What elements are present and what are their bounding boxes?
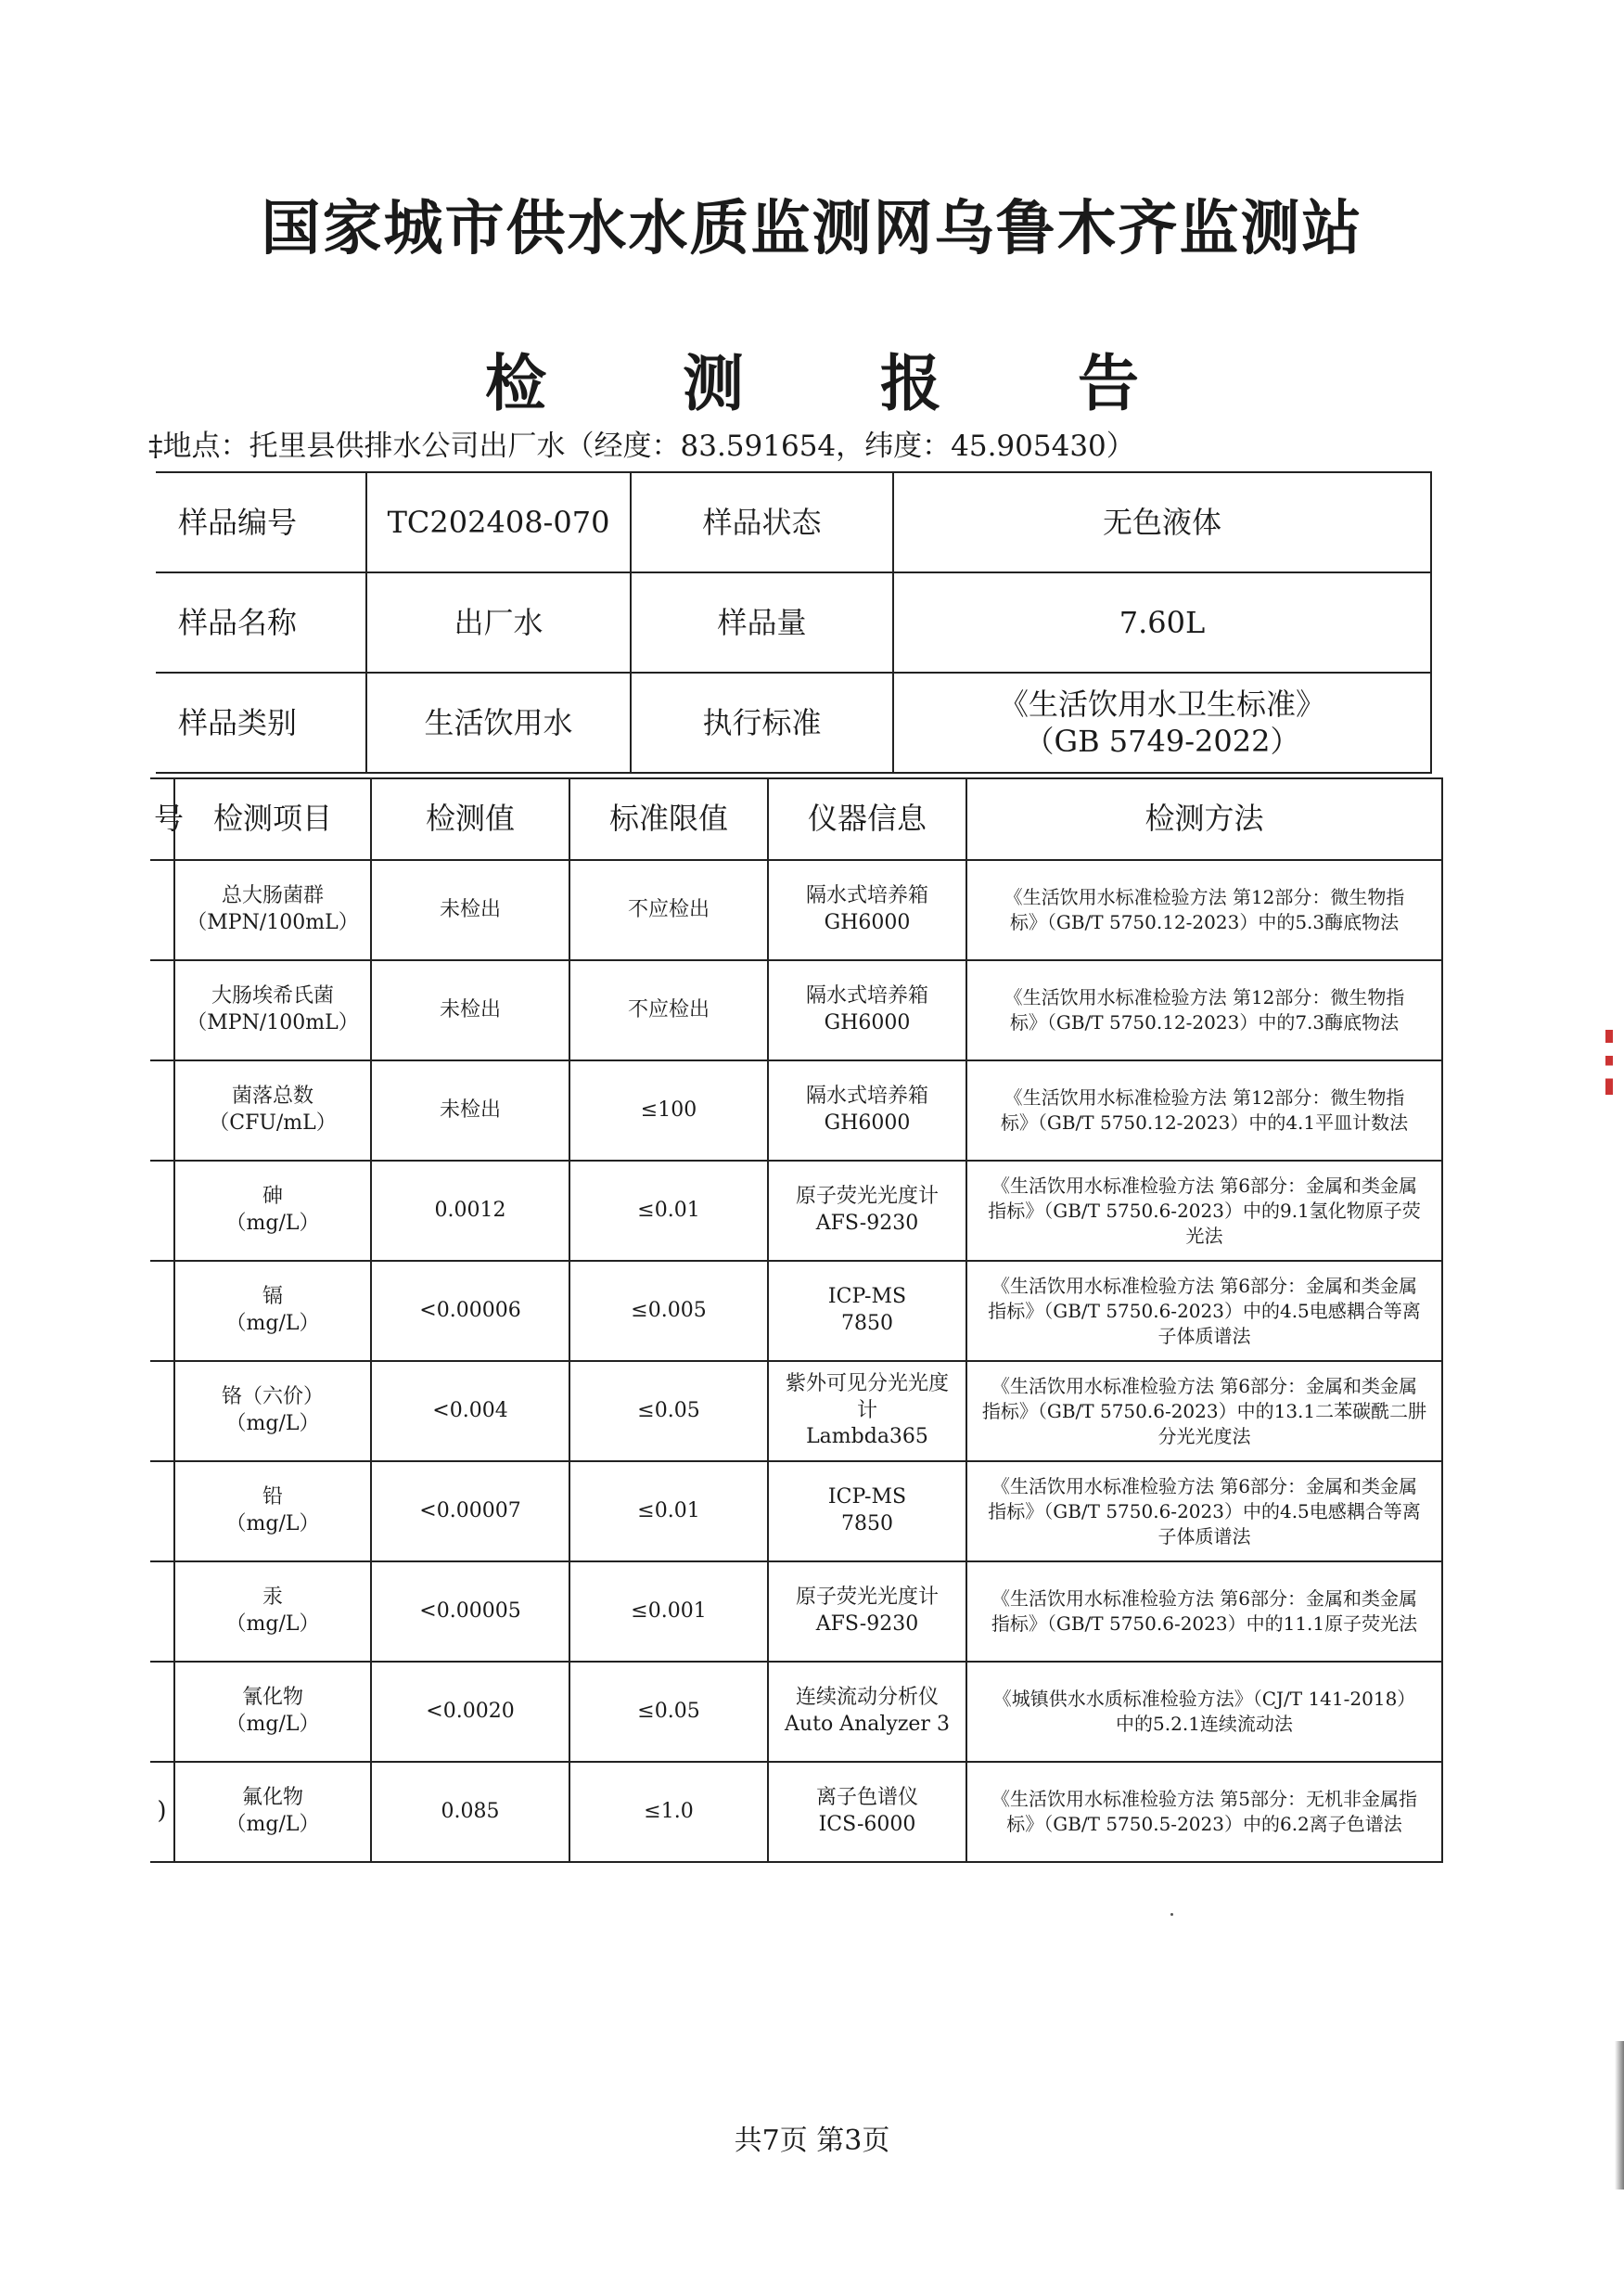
test-method — [966, 1060, 1442, 1161]
table-header-row — [150, 778, 1442, 860]
test-value — [371, 960, 569, 1060]
test-method-line-1: 《生活饮用水标准检验方法 第6部分：金属和类金属 — [991, 1587, 1418, 1610]
test-item-line-2: （MPN/100mL） — [186, 911, 359, 934]
standard-limit — [569, 1161, 768, 1261]
test-value — [371, 1060, 569, 1161]
instrument-info-line-2: GH6000 — [824, 1111, 911, 1135]
test-item-line-2: （mg/L） — [225, 1412, 320, 1435]
row-index — [150, 1461, 174, 1561]
test-method — [966, 1461, 1442, 1561]
standard-line-1: 《生活饮用水卫生标准》 — [998, 687, 1325, 722]
standard-limit — [569, 1261, 768, 1361]
test-value — [371, 1461, 569, 1561]
test-item — [174, 1662, 371, 1762]
organization-title: 国家城市供水水质监测网乌鲁木齐监测站 — [261, 195, 1363, 263]
row-index — [150, 1762, 174, 1862]
sample-info-row — [156, 673, 1431, 773]
test-value-line-1: <0.0020 — [426, 1699, 515, 1723]
test-item-line-1: 氟化物 — [241, 1786, 303, 1810]
instrument-info-line-2: Auto Analyzer 3 — [785, 1713, 950, 1736]
test-item-line-2: （mg/L） — [225, 1312, 320, 1335]
sample-quantity-value: 7.60L — [893, 572, 1431, 673]
test-value — [371, 1662, 569, 1762]
test-item-line-1: 菌落总数 — [231, 1085, 313, 1109]
instrument-info-line-2: GH6000 — [824, 1011, 911, 1034]
standard-limit-line-1: ≤100 — [640, 1098, 697, 1122]
standard-limit-line-1: ≤1.0 — [644, 1799, 694, 1823]
instrument-info-line-1: ICP-MS — [827, 1285, 907, 1309]
instrument-info — [768, 1361, 966, 1461]
instrument-info — [768, 1762, 966, 1862]
instrument-info-line-2: 7850 — [841, 1312, 893, 1335]
standard-limit-line-1: 不应检出 — [627, 897, 710, 921]
test-method-line-1: 《生活饮用水标准检验方法 第6部分：金属和类金属 — [991, 1374, 1418, 1397]
sample-quantity-label: 样品量 — [631, 572, 893, 673]
instrument-info-line-2: GH6000 — [824, 911, 911, 934]
test-method-line-1: 《城镇供水水质标准检验方法》（CJ/T 141-2018） — [992, 1688, 1416, 1710]
test-item-line-1: 铬（六价） — [221, 1385, 324, 1409]
test-value — [371, 860, 569, 960]
test-value-line-1: 0.0012 — [434, 1198, 506, 1222]
standard-limit-line-1: 不应检出 — [627, 997, 710, 1021]
instrument-info-line-3: Lambda365 — [806, 1425, 928, 1449]
instrument-info-line-2: 7850 — [841, 1512, 893, 1535]
row-index — [150, 1662, 174, 1762]
test-method-line-3: 分光光度法 — [1157, 1424, 1251, 1447]
test-item-line-1: 总大肠菌群 — [221, 884, 324, 908]
sample-info-row — [156, 472, 1431, 572]
sample-name-value: 出厂水 — [366, 572, 631, 673]
test-method — [966, 1762, 1442, 1862]
speck — [1170, 1913, 1173, 1916]
standard-label: 执行标准 — [631, 673, 893, 773]
sample-category-value: 生活饮用水 — [366, 673, 631, 773]
test-value-line-1: 未检出 — [439, 997, 501, 1021]
header-method: 检测方法 — [966, 778, 1442, 860]
table-row — [150, 1261, 1442, 1361]
instrument-info-line-2: 计 — [856, 1398, 877, 1422]
test-method-line-2: 中的5.2.1连续流动法 — [1116, 1713, 1293, 1735]
test-results-table — [150, 777, 1443, 1863]
header-index: 号 — [150, 778, 174, 860]
test-method-line-2: 标》（GB/T 5750.12-2023）中的5.3酶底物法 — [1009, 911, 1400, 933]
test-method-line-1: 《生活饮用水标准检验方法 第6部分：金属和类金属 — [991, 1474, 1418, 1497]
row-index — [150, 1060, 174, 1161]
instrument-info-line-1: 原子荧光光度计 — [795, 1185, 939, 1209]
instrument-info-line-2: ICS-6000 — [818, 1813, 916, 1836]
standard-limit — [569, 1762, 768, 1862]
instrument-info-line-1: 离子色谱仪 — [815, 1786, 918, 1810]
table-row — [150, 1161, 1442, 1261]
sample-no-label: 样品编号 — [156, 472, 366, 572]
test-value-line-1: <0.00007 — [419, 1498, 521, 1522]
row-index — [150, 1261, 174, 1361]
test-item-line-2: （mg/L） — [225, 1612, 320, 1636]
test-method-line-1: 《生活饮用水标准检验方法 第6部分：金属和类金属 — [991, 1174, 1418, 1197]
table-row — [150, 1461, 1442, 1561]
instrument-info — [768, 860, 966, 960]
seal-edge-mark — [1605, 1030, 1613, 1095]
test-method-line-1: 《生活饮用水标准检验方法 第12部分：微生物指 — [1004, 986, 1405, 1008]
instrument-info-line-1: 隔水式培养箱 — [805, 884, 928, 908]
test-item — [174, 1762, 371, 1862]
row-index — [150, 960, 174, 1060]
header-limit: 标准限值 — [569, 778, 768, 860]
test-item-line-1: 氰化物 — [241, 1686, 303, 1710]
header-value: 检测值 — [371, 778, 569, 860]
header-instrument: 仪器信息 — [768, 778, 966, 860]
standard-limit — [569, 1461, 768, 1561]
test-method-line-2: 标》（GB/T 5750.5-2023）中的6.2离子色谱法 — [1006, 1813, 1402, 1835]
test-item-line-1: 铅 — [262, 1485, 283, 1509]
instrument-info-line-2: AFS-9230 — [815, 1612, 919, 1636]
standard-limit-line-1: ≤0.001 — [631, 1599, 707, 1623]
table-row — [150, 1662, 1442, 1762]
test-item-line-1: 大肠埃希氏菌 — [211, 984, 334, 1008]
sample-name-label: 样品名称 — [156, 572, 366, 673]
test-item — [174, 960, 371, 1060]
standard-limit — [569, 1561, 768, 1662]
instrument-info-line-1: 隔水式培养箱 — [805, 984, 928, 1008]
sample-category-label: 样品类别 — [156, 673, 366, 773]
table-row — [150, 1762, 1442, 1862]
test-value-line-1: <0.00005 — [419, 1599, 521, 1623]
instrument-info-line-1: 原子荧光光度计 — [795, 1586, 939, 1610]
test-item — [174, 860, 371, 960]
test-method — [966, 1561, 1442, 1662]
report-title: 检 测 报 告 — [485, 348, 1196, 419]
test-method-line-3: 子体质谱法 — [1157, 1324, 1251, 1347]
test-item-line-1: 砷 — [262, 1185, 283, 1209]
standard-limit-line-1: ≤0.05 — [637, 1398, 700, 1422]
standard-line-2: （GB 5749-2022） — [1024, 724, 1300, 759]
instrument-info — [768, 1461, 966, 1561]
test-method — [966, 960, 1442, 1060]
page-edge-shadow — [1615, 2041, 1624, 2190]
sample-no-value: TC202408-070 — [366, 472, 631, 572]
test-value-line-1: 0.085 — [441, 1799, 500, 1823]
test-method-line-1: 《生活饮用水标准检验方法 第6部分：金属和类金属 — [991, 1274, 1418, 1297]
test-item-line-1: 汞 — [262, 1586, 283, 1610]
instrument-info — [768, 1060, 966, 1161]
instrument-info-line-1: 隔水式培养箱 — [805, 1085, 928, 1109]
test-method — [966, 1361, 1442, 1461]
instrument-info — [768, 1161, 966, 1261]
test-method-line-1: 《生活饮用水标准检验方法 第12部分：微生物指 — [1004, 886, 1405, 908]
test-method-line-1: 《生活饮用水标准检验方法 第5部分：无机非金属指 — [991, 1788, 1418, 1810]
table-row — [150, 1361, 1442, 1461]
sample-state-value: 无色液体 — [893, 472, 1431, 572]
sampling-location: ‡地点：托里县供排水公司出厂水（经度：83.591654，纬度：45.905430） — [148, 430, 1135, 463]
test-item — [174, 1060, 371, 1161]
sample-state-label: 样品状态 — [631, 472, 893, 572]
row-index — [150, 1561, 174, 1662]
test-method — [966, 1161, 1442, 1261]
test-method-line-3: 光法 — [1185, 1224, 1223, 1247]
table-row — [150, 960, 1442, 1060]
test-method-line-2: 标》（GB/T 5750.12-2023）中的7.3酶底物法 — [1009, 1011, 1400, 1034]
row-index — [150, 1161, 174, 1261]
test-item-line-1: 镉 — [262, 1285, 283, 1309]
test-item — [174, 1261, 371, 1361]
test-value — [371, 1762, 569, 1862]
test-item — [174, 1361, 371, 1461]
sample-info-table — [156, 471, 1432, 774]
instrument-info — [768, 960, 966, 1060]
test-item-line-2: （MPN/100mL） — [186, 1011, 359, 1034]
test-item-line-2: （mg/L） — [225, 1512, 320, 1535]
test-method-line-2: 指标》（GB/T 5750.6-2023）中的11.1原子荧光法 — [991, 1612, 1418, 1635]
standard-value — [893, 673, 1431, 773]
test-method-line-2: 指标》（GB/T 5750.6-2023）中的9.1氢化物原子荧 — [988, 1199, 1421, 1222]
sample-info-row — [156, 572, 1431, 673]
test-method-line-2: 指标》（GB/T 5750.6-2023）中的4.5电感耦合等离 — [988, 1499, 1421, 1522]
test-item-line-2: （mg/L） — [225, 1813, 320, 1836]
test-method — [966, 1261, 1442, 1361]
standard-limit — [569, 1662, 768, 1762]
test-method-line-2: 指标》（GB/T 5750.6-2023）中的13.1二苯碳酰二肼 — [981, 1399, 1427, 1422]
test-method-line-2: 标》（GB/T 5750.12-2023）中的4.1平皿计数法 — [1000, 1111, 1409, 1134]
test-method — [966, 1662, 1442, 1762]
standard-limit-line-1: ≤0.01 — [637, 1198, 700, 1222]
test-method-line-3: 子体质谱法 — [1157, 1524, 1251, 1547]
standard-limit-line-1: ≤0.05 — [637, 1699, 700, 1723]
page-number: 共7页 第3页 — [734, 2125, 890, 2157]
table-row — [150, 860, 1442, 960]
instrument-info-line-1: ICP-MS — [827, 1485, 907, 1509]
row-index — [150, 860, 174, 960]
header-item: 检测项目 — [174, 778, 371, 860]
standard-limit — [569, 960, 768, 1060]
test-value-line-1: 未检出 — [439, 897, 501, 921]
table-row — [150, 1561, 1442, 1662]
test-item — [174, 1161, 371, 1261]
test-value-line-1: 未检出 — [439, 1098, 501, 1122]
instrument-info-line-1: 紫外可见分光光度 — [785, 1372, 949, 1396]
instrument-info — [768, 1561, 966, 1662]
standard-limit — [569, 860, 768, 960]
test-value-line-1: <0.00006 — [419, 1298, 521, 1322]
standard-limit-line-1: ≤0.005 — [631, 1298, 707, 1322]
row-index-line-1: ) — [157, 1797, 167, 1826]
test-method-line-1: 《生活饮用水标准检验方法 第12部分：微生物指 — [1004, 1086, 1405, 1109]
test-item-line-2: （mg/L） — [225, 1713, 320, 1736]
test-value — [371, 1361, 569, 1461]
instrument-info-line-2: AFS-9230 — [815, 1212, 919, 1235]
test-value — [371, 1561, 569, 1662]
row-index — [150, 1361, 174, 1461]
standard-limit — [569, 1361, 768, 1461]
test-item — [174, 1561, 371, 1662]
instrument-info — [768, 1261, 966, 1361]
instrument-info — [768, 1662, 966, 1762]
standard-limit-line-1: ≤0.01 — [637, 1498, 700, 1522]
test-value — [371, 1161, 569, 1261]
test-value-line-1: <0.004 — [432, 1398, 508, 1422]
test-item — [174, 1461, 371, 1561]
test-item-line-2: （mg/L） — [225, 1212, 320, 1235]
instrument-info-line-1: 连续流动分析仪 — [795, 1686, 939, 1710]
test-value — [371, 1261, 569, 1361]
standard-limit — [569, 1060, 768, 1161]
table-row — [150, 1060, 1442, 1161]
test-method — [966, 860, 1442, 960]
test-item-line-2: （CFU/mL） — [209, 1111, 337, 1135]
test-method-line-2: 指标》（GB/T 5750.6-2023）中的4.5电感耦合等离 — [988, 1299, 1421, 1322]
